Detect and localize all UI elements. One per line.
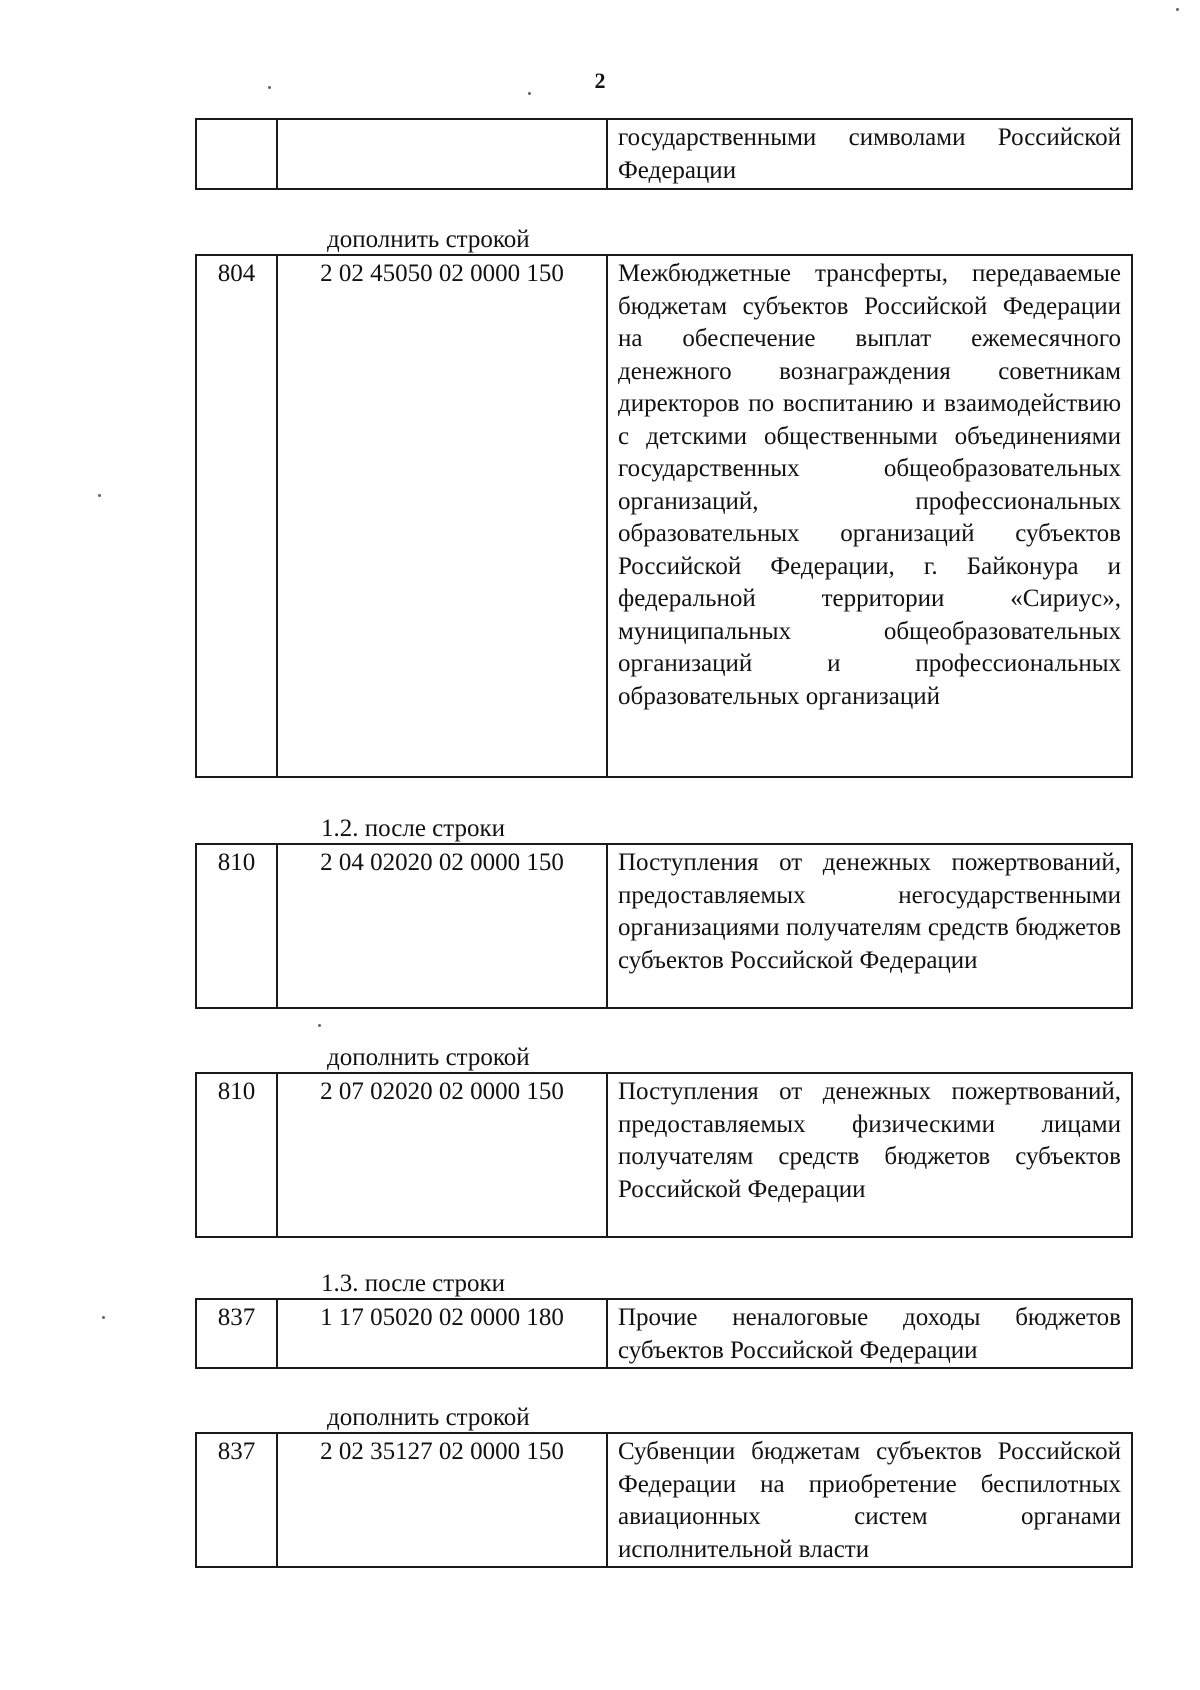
kbk-code-cell: 2 07 02020 02 0000 150 [277,1073,607,1237]
section-caption: 1.2. после строки [321,815,506,842]
page-number: 2 [594,68,606,93]
revenue-name-cell: Межбюджетные трансферты, передаваемые бюджетам субъектов Российской Федерации на обеспечение выплат ежемесячного денежного вознаграждения советникам директоров по воспитанию и взаимодействию с детскими общественными объединениями государственных общеобразовательных организаций, профессиональных образовательных организаций субъектов Российской Федерации, г. Байконура и федеральной территории «Сириус», муниципальных общеобразовательных организаций и профессиональных образовательных организаций [607,255,1132,777]
admin-code-cell: 810 [196,844,277,1008]
revenue-code-table [195,1298,1133,1369]
scan-speck [1176,8,1179,11]
section-caption: 1.3. после строки [321,1270,506,1297]
kbk-code-cell: 2 02 45050 02 0000 150 [277,255,607,777]
table-row [196,119,1132,189]
scan-speck [102,1316,105,1319]
table-row [196,255,1132,777]
admin-code-cell: 837 [196,1433,277,1567]
scan-speck [318,1024,321,1027]
admin-code-cell: 810 [196,1073,277,1237]
section-caption: дополнить строкой [327,1404,530,1431]
revenue-code-table [195,254,1133,778]
scan-speck [98,494,101,497]
admin-code-cell [196,119,277,189]
section-caption: дополнить строкой [327,1044,530,1071]
revenue-name-cell: Субвенции бюджетам субъектов Российской Федерации на приобретение беспилотных авиационных систем органами исполнительной власти [607,1433,1132,1567]
admin-code-cell: 837 [196,1299,277,1368]
admin-code-cell: 804 [196,255,277,777]
scan-speck [268,86,271,89]
revenue-code-table [195,1072,1133,1238]
revenue-code-table [195,843,1133,1009]
revenue-name-cell: Поступления от денежных пожертвований, предоставляемых негосударственными организациями получателям средств бюджетов субъектов Российской Федерации [607,844,1132,1008]
kbk-code-cell [277,119,607,189]
table-row [196,844,1132,1008]
table-row [196,1073,1132,1237]
revenue-name-cell: Поступления от денежных пожертвований, предоставляемых физическими лицами получателям средств бюджетов субъектов Российской Федерации [607,1073,1132,1237]
revenue-code-table [195,1432,1133,1568]
revenue-name-cell: Прочие неналоговые доходы бюджетов субъектов Российской Федерации [607,1299,1132,1368]
table-row [196,1433,1132,1567]
table-row [196,1299,1132,1368]
scan-speck [528,92,531,95]
revenue-name-cell: государственными символами Российской Федерации [607,119,1132,189]
continuation-table [195,118,1133,190]
kbk-code-cell: 2 04 02020 02 0000 150 [277,844,607,1008]
kbk-code-cell: 2 02 35127 02 0000 150 [277,1433,607,1567]
kbk-code-cell: 1 17 05020 02 0000 180 [277,1299,607,1368]
section-caption: дополнить строкой [327,226,530,253]
